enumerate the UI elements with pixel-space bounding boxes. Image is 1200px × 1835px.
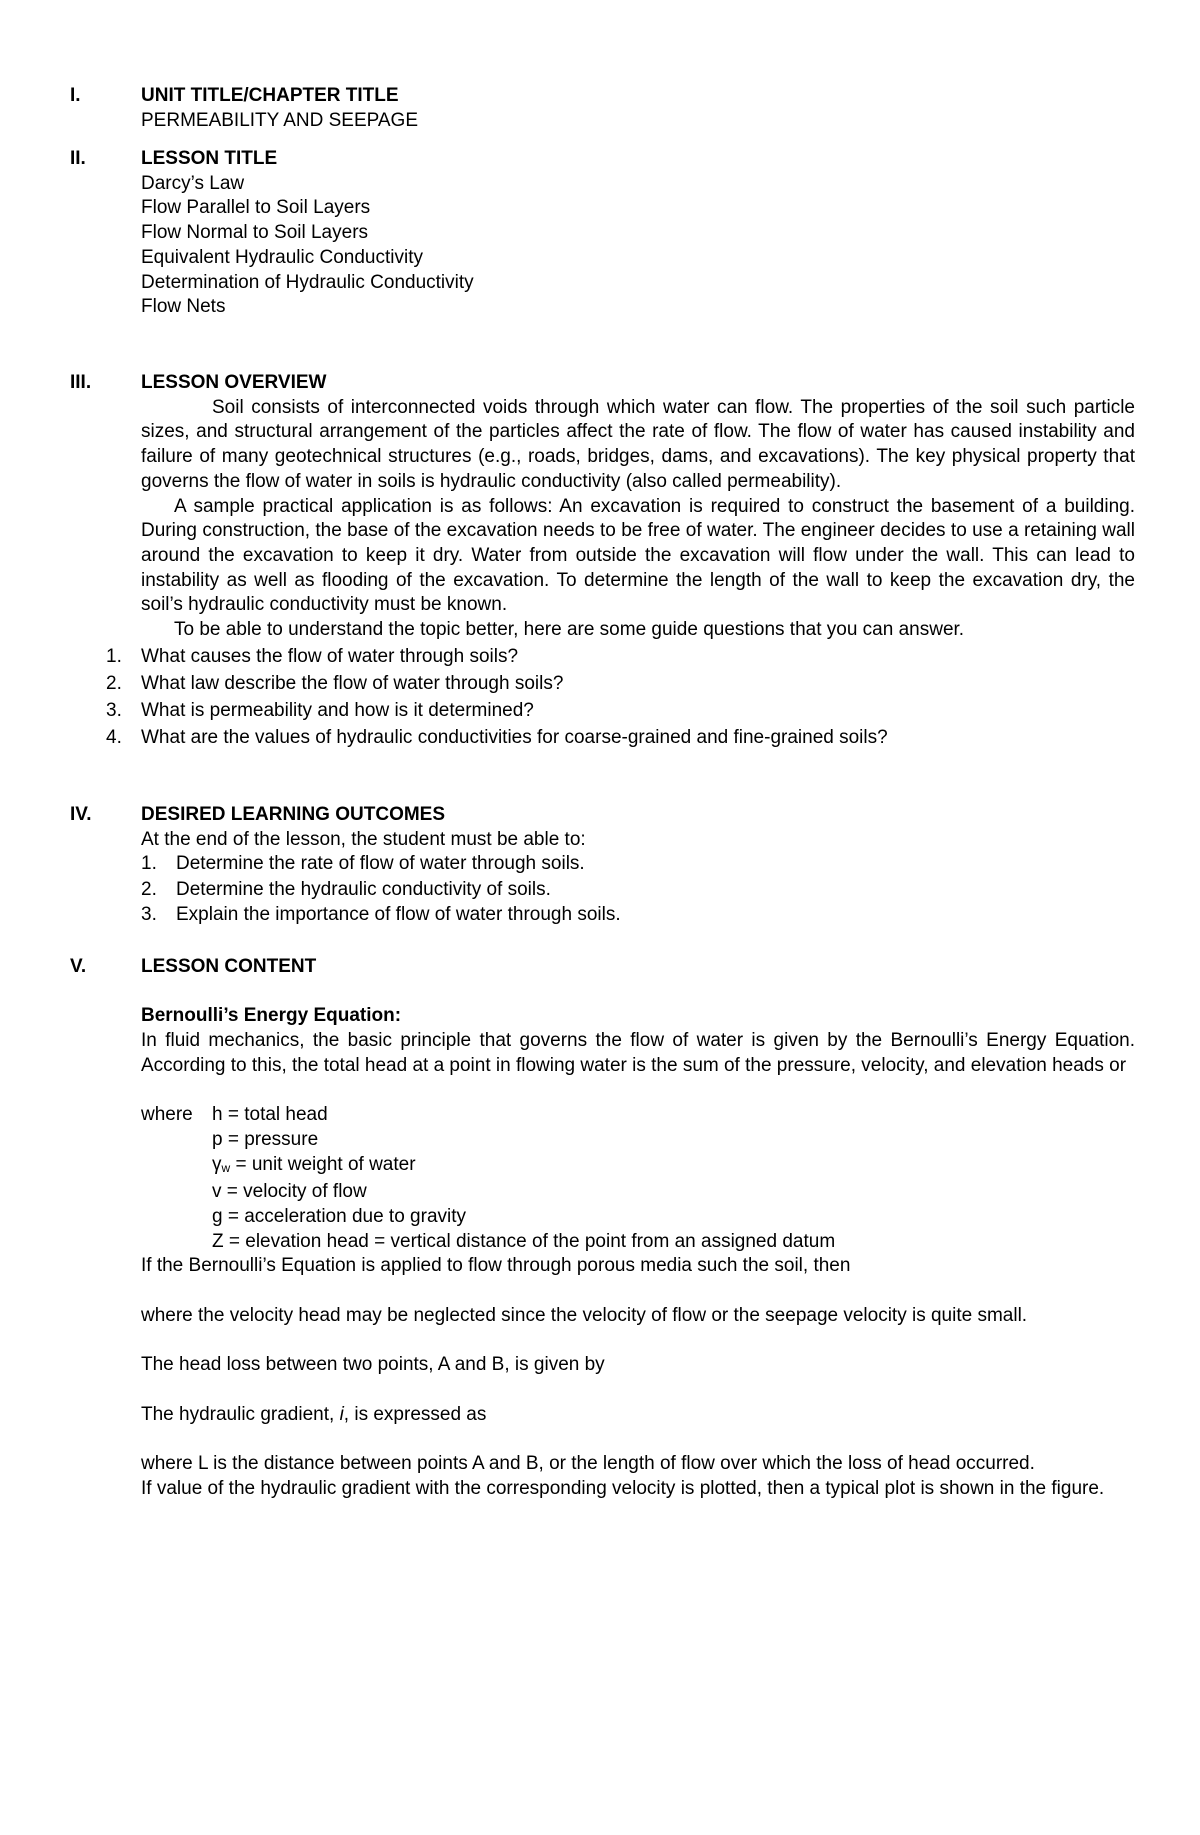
section-learning-outcomes (70, 803, 1135, 928)
list-number: 1. (141, 853, 157, 875)
definition-line: Z = elevation head = vertical distance of the point from an assigned datum (212, 1230, 836, 1252)
overview-paragraph: Soil consists of interconnected voids through which water can flow. The properties of the soil such particle sizes, and structural arrangement of the particles affect the rate of flow. The flow of water has caused instability and failure of many geotechnical structures (e.g., roads, bridges, dams, and excavations). The key physical property that governs the flow of water in soils is hydraulic conductivity (also called permeability). (141, 396, 1135, 492)
outcome-text: Determine the rate of flow of water through soils. (176, 853, 585, 875)
section-heading: LESSON CONTENT (141, 956, 317, 977)
section-lesson-title (70, 147, 1135, 320)
definition-line: v = velocity of flow (212, 1181, 367, 1203)
list-item (70, 645, 1135, 670)
list-item (70, 699, 1135, 724)
section-numeral: II. (70, 148, 86, 169)
definition-line (212, 1153, 1135, 1181)
subsection-heading: Bernoulli’s Energy Equation: (141, 1005, 402, 1027)
gradient-symbol: i (339, 1403, 344, 1425)
section-numeral: I. (70, 85, 81, 106)
lesson-title-item: Determination of Hydraulic Conductivity (141, 271, 474, 293)
section-lesson-overview (70, 371, 1135, 754)
content-paragraph: The head loss between two points, A and B, is given by (141, 1354, 605, 1376)
list-number: 4. (106, 727, 122, 749)
section-heading: LESSON TITLE (141, 148, 278, 169)
gradient-text-a: The hydraulic gradient, (141, 1403, 335, 1425)
lesson-title-item: Flow Nets (141, 296, 226, 318)
section-lesson-content (70, 955, 1135, 1501)
variable-definitions (141, 1103, 1135, 1254)
definition-line: p = pressure (212, 1128, 319, 1150)
content-paragraph: If value of the hydraulic gradient with the corresponding velocity is plotted, then a typical plot is shown in the figure. (141, 1477, 1105, 1499)
section-unit-title (70, 84, 1135, 133)
overview-paragraph: A sample practical application is as follows: An excavation is required to construct the basement of a building. During construction, the base of the excavation needs to be free of water. The engineer decides to use a retaining wall around the excavation to keep it dry. Water from outside the excavation will flow under the wall. This can lead to instability as well as flooding of the excavation. To determine the length of the wall to keep the excavation dry, the soil’s hydraulic conductivity must be known. (141, 495, 1135, 616)
lesson-title-item: Flow Parallel to Soil Layers (141, 197, 371, 219)
list-item (70, 852, 1135, 877)
list-number: 2. (106, 672, 122, 694)
lesson-title-item: Darcy’s Law (141, 172, 245, 194)
guide-questions-list (70, 645, 1135, 751)
list-number: 3. (141, 903, 157, 925)
list-item (70, 672, 1135, 697)
list-item (70, 726, 1135, 751)
content-paragraph (141, 1403, 1135, 1428)
list-item (70, 878, 1135, 903)
section-numeral: IV. (70, 804, 92, 825)
section-heading: UNIT TITLE/CHAPTER TITLE (141, 85, 399, 106)
content-paragraph: where L is the distance between points A and B, or the length of flow over which the loss of head occurred. (141, 1452, 1035, 1474)
list-number: 3. (106, 700, 122, 722)
gamma-subscript: w (221, 1160, 231, 1175)
gamma-symbol: γ (212, 1153, 222, 1175)
question-text: What law describe the flow of water through soils? (141, 672, 564, 694)
question-text: What causes the flow of water through soils? (141, 645, 519, 667)
section-heading: LESSON OVERVIEW (141, 372, 327, 393)
outcomes-list (70, 852, 1135, 927)
list-number: 2. (141, 878, 157, 900)
section-numeral: V. (70, 956, 87, 977)
lesson-title-item: Equivalent Hydraulic Conductivity (141, 246, 423, 268)
outcome-text: Explain the importance of flow of water through soils. (176, 903, 621, 925)
definition-line: h = total head (212, 1104, 328, 1126)
outcomes-intro: At the end of the lesson, the student must be able to: (141, 828, 586, 850)
section-numeral: III. (70, 372, 92, 393)
content-paragraph: In fluid mechanics, the basic principle that governs the flow of water is given by the Bernoulli’s Energy Equation. According to this, the total head at a point in flowing water is the sum of the pressure, velocity, and elevation heads or (141, 1030, 1135, 1076)
list-item (70, 903, 1135, 928)
definition-line: g = acceleration due to gravity (212, 1206, 467, 1227)
overview-paragraph: To be able to understand the topic better, here are some guide questions that you can answer. (174, 619, 965, 641)
where-label: where (141, 1104, 193, 1126)
content-paragraph: If the Bernoulli’s Equation is applied to flow through porous media such the soil, then (141, 1255, 851, 1277)
outcome-text: Determine the hydraulic conductivity of soils. (176, 878, 551, 900)
question-text: What is permeability and how is it determined? (141, 700, 534, 722)
lesson-title-item: Flow Normal to Soil Layers (141, 222, 369, 244)
definition-text: = unit weight of water (235, 1153, 416, 1175)
list-number: 1. (106, 645, 122, 667)
unit-title-text: PERMEABILITY AND SEEPAGE (141, 109, 419, 131)
gradient-text-b: , is expressed as (343, 1403, 487, 1425)
section-heading: DESIRED LEARNING OUTCOMES (141, 804, 446, 825)
question-text: What are the values of hydraulic conductivities for coarse-grained and fine-grained soils? (141, 727, 888, 749)
content-paragraph: where the velocity head may be neglected since the velocity of flow or the seepage velocity is quite small. (141, 1304, 1028, 1326)
